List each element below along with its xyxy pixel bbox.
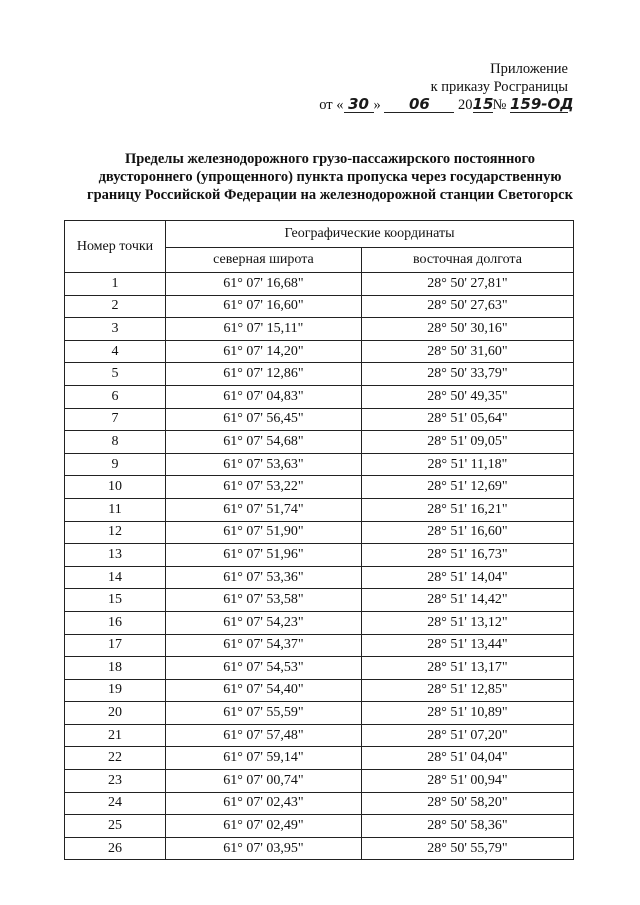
longitude-cell: 28° 50' 49,35" [361, 385, 573, 408]
latitude-cell: 61° 07' 54,40" [166, 679, 362, 702]
longitude-cell: 28° 51' 16,73" [361, 544, 573, 567]
latitude-cell: 61° 07' 02,43" [166, 792, 362, 815]
document-title [60, 150, 600, 204]
longitude-cell: 28° 51' 00,94" [361, 770, 573, 793]
longitude-cell: 28° 50' 58,36" [361, 815, 573, 838]
longitude-cell: 28° 51' 13,17" [361, 657, 573, 680]
longitude-cell: 28° 50' 55,79" [361, 837, 573, 860]
longitude-cell: 28° 50' 58,20" [361, 792, 573, 815]
longitude-cell: 28° 50' 31,60" [361, 340, 573, 363]
table-row [65, 544, 574, 567]
latitude-cell: 61° 07' 15,11" [166, 318, 362, 341]
point-number-cell: 10 [65, 476, 166, 499]
longitude-cell: 28° 51' 10,89" [361, 702, 573, 725]
order-quote-close: » [373, 97, 381, 113]
table-row [65, 634, 574, 657]
longitude-cell: 28° 51' 09,05" [361, 431, 573, 454]
appendix-title: Приложение [490, 61, 568, 77]
table-row [65, 476, 574, 499]
point-number-cell: 26 [65, 837, 166, 860]
longitude-cell: 28° 50' 27,63" [361, 295, 573, 318]
latitude-cell: 61° 07' 54,23" [166, 611, 362, 634]
table-row [65, 318, 574, 341]
longitude-cell: 28° 51' 12,85" [361, 679, 573, 702]
longitude-cell: 28° 51' 04,04" [361, 747, 573, 770]
latitude-cell: 61° 07' 53,22" [166, 476, 362, 499]
table-row [65, 747, 574, 770]
point-number-cell: 22 [65, 747, 166, 770]
longitude-cell: 28° 50' 33,79" [361, 363, 573, 386]
latitude-cell: 61° 07' 00,74" [166, 770, 362, 793]
table-row [65, 679, 574, 702]
table-row [65, 408, 574, 431]
point-number-cell: 11 [65, 498, 166, 521]
latitude-cell: 61° 07' 51,96" [166, 544, 362, 567]
point-number-cell: 20 [65, 702, 166, 725]
point-number-cell: 14 [65, 566, 166, 589]
point-number-cell: 8 [65, 431, 166, 454]
table-row [65, 273, 574, 296]
order-day: 30 [344, 96, 374, 113]
latitude-cell: 61° 07' 12,86" [166, 363, 362, 386]
table-row [65, 792, 574, 815]
latitude-cell: 61° 07' 03,95" [166, 837, 362, 860]
header-longitude: восточная долгота [361, 248, 573, 273]
point-number-cell: 3 [65, 318, 166, 341]
latitude-cell: 61° 07' 02,49" [166, 815, 362, 838]
longitude-cell: 28° 50' 30,16" [361, 318, 573, 341]
longitude-cell: 28° 51' 14,42" [361, 589, 573, 612]
point-number-cell: 24 [65, 792, 166, 815]
longitude-cell: 28° 51' 11,18" [361, 453, 573, 476]
point-number-cell: 21 [65, 724, 166, 747]
order-number: 159-ОД [510, 95, 574, 113]
header-latitude: северная широта [166, 248, 362, 273]
longitude-cell: 28° 51' 13,12" [361, 611, 573, 634]
latitude-cell: 61° 07' 53,36" [166, 566, 362, 589]
table-row [65, 363, 574, 386]
latitude-cell: 61° 07' 57,48" [166, 724, 362, 747]
table-row [65, 724, 574, 747]
point-number-cell: 6 [65, 385, 166, 408]
appendix-header [319, 60, 574, 114]
point-number-cell: 17 [65, 634, 166, 657]
point-number-cell: 23 [65, 770, 166, 793]
order-date-line [319, 95, 574, 114]
table-row [65, 340, 574, 363]
longitude-cell: 28° 51' 16,60" [361, 521, 573, 544]
point-number-cell: 9 [65, 453, 166, 476]
point-number-cell: 19 [65, 679, 166, 702]
longitude-cell: 28° 51' 13,44" [361, 634, 573, 657]
latitude-cell: 61° 07' 16,68" [166, 273, 362, 296]
latitude-cell: 61° 07' 55,59" [166, 702, 362, 725]
latitude-cell: 61° 07' 54,53" [166, 657, 362, 680]
longitude-cell: 28° 51' 14,04" [361, 566, 573, 589]
latitude-cell: 61° 07' 56,45" [166, 408, 362, 431]
longitude-cell: 28° 51' 07,20" [361, 724, 573, 747]
table-row [65, 385, 574, 408]
point-number-cell: 1 [65, 273, 166, 296]
table-row [65, 589, 574, 612]
coordinates-table [64, 220, 574, 860]
latitude-cell: 61° 07' 51,74" [166, 498, 362, 521]
table-row [65, 611, 574, 634]
point-number-cell: 25 [65, 815, 166, 838]
order-number-label: № [492, 97, 507, 113]
latitude-cell: 61° 07' 59,14" [166, 747, 362, 770]
table-row [65, 566, 574, 589]
latitude-cell: 61° 07' 16,60" [166, 295, 362, 318]
table-row [65, 837, 574, 860]
longitude-cell: 28° 51' 16,21" [361, 498, 573, 521]
table-body [65, 273, 574, 860]
point-number-cell: 5 [65, 363, 166, 386]
latitude-cell: 61° 07' 14,20" [166, 340, 362, 363]
title-line-1: Пределы железнодорожного грузо-пассажирского постоянного [124, 151, 536, 167]
longitude-cell: 28° 51' 05,64" [361, 408, 573, 431]
order-year: 15 [472, 95, 494, 113]
point-number-cell: 13 [65, 544, 166, 567]
order-month: 06 [384, 96, 454, 113]
order-date-prefix: от « [319, 97, 344, 113]
header-point-number: Номер точки [65, 221, 166, 273]
table-row [65, 498, 574, 521]
latitude-cell: 61° 07' 51,90" [166, 521, 362, 544]
point-number-cell: 16 [65, 611, 166, 634]
table-row [65, 770, 574, 793]
longitude-cell: 28° 51' 12,69" [361, 476, 573, 499]
table-row [65, 453, 574, 476]
latitude-cell: 61° 07' 53,63" [166, 453, 362, 476]
table-row [65, 295, 574, 318]
table-row [65, 521, 574, 544]
longitude-cell: 28° 50' 27,81" [361, 273, 573, 296]
point-number-cell: 12 [65, 521, 166, 544]
appendix-order-ref: к приказу Росграницы [430, 79, 568, 95]
point-number-cell: 7 [65, 408, 166, 431]
order-year-prefix: 20 [458, 97, 473, 113]
point-number-cell: 4 [65, 340, 166, 363]
title-line-3: границу Российской Федерации на железнодорожной станции Светогорск [87, 187, 573, 203]
table-row [65, 431, 574, 454]
table-row [65, 702, 574, 725]
table-row [65, 657, 574, 680]
point-number-cell: 18 [65, 657, 166, 680]
latitude-cell: 61° 07' 54,68" [166, 431, 362, 454]
latitude-cell: 61° 07' 04,83" [166, 385, 362, 408]
latitude-cell: 61° 07' 53,58" [166, 589, 362, 612]
header-geo-coordinates: Географические координаты [166, 221, 574, 248]
title-line-2: двустороннего (упрощенного) пункта пропуска через государственную [98, 169, 562, 185]
table-row [65, 815, 574, 838]
point-number-cell: 2 [65, 295, 166, 318]
latitude-cell: 61° 07' 54,37" [166, 634, 362, 657]
point-number-cell: 15 [65, 589, 166, 612]
